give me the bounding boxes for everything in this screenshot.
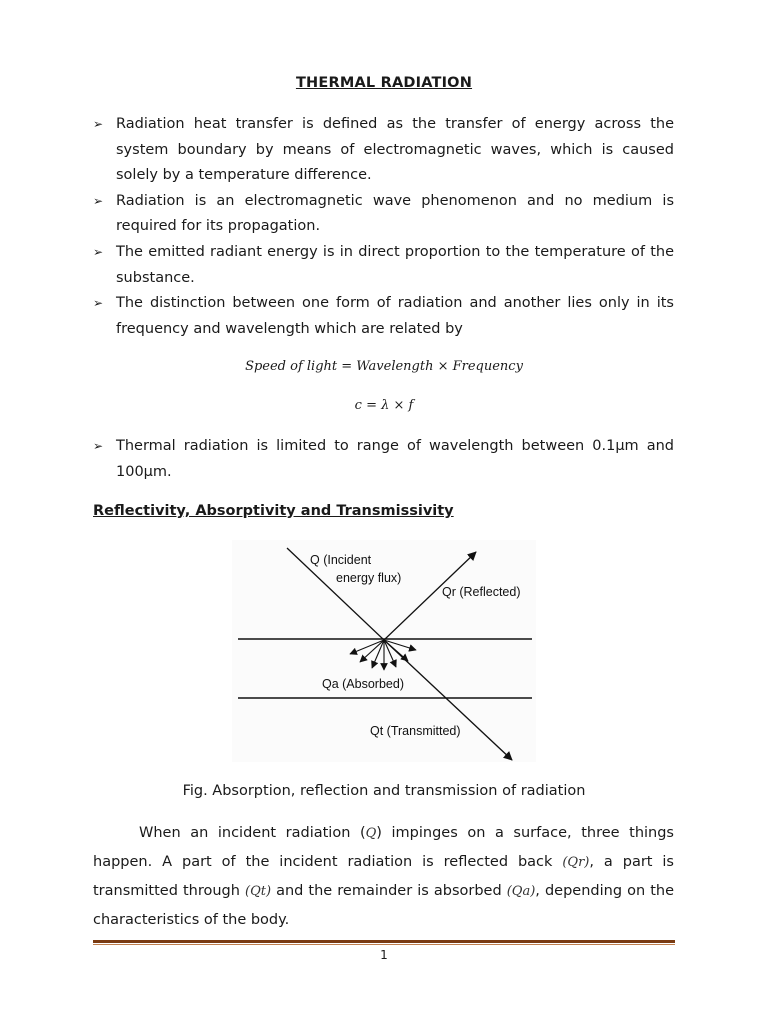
footer-divider xyxy=(93,940,675,943)
arrow-bullet-icon: ➢ xyxy=(93,296,104,311)
incident-label-2: energy flux) xyxy=(336,571,402,585)
list-item xyxy=(93,291,674,342)
arrow-bullet-icon: ➢ xyxy=(93,193,104,208)
absorbed-arrow xyxy=(384,640,396,667)
symbol-q: Q xyxy=(365,826,377,841)
absorbed-label: Qa (Absorbed) xyxy=(322,677,404,691)
reflected-label: Qr (Reflected) xyxy=(442,585,521,599)
list-item xyxy=(93,189,674,240)
figure-caption: Fig. Absorption, reflection and transmission of radiation xyxy=(182,783,586,799)
bullet-list-2 xyxy=(93,434,674,485)
bullet-text: The emitted radiant energy is in direct proportion to the temperature of the substance. xyxy=(116,243,674,286)
list-item xyxy=(93,240,674,291)
radiation-figure xyxy=(232,540,536,762)
bullet-list xyxy=(93,112,674,342)
formula-symbols: c = λ × f xyxy=(354,398,414,413)
paragraph-text: , a part is transmitted through xyxy=(93,854,674,899)
transmitted-label: Qt (Transmitted) xyxy=(370,724,461,738)
arrow-bullet-icon: ➢ xyxy=(93,244,104,259)
page-number: 1 xyxy=(380,948,388,962)
page-title: THERMAL RADIATION xyxy=(295,75,473,91)
radiation-diagram xyxy=(232,540,536,762)
arrow-bullet-icon: ➢ xyxy=(93,439,104,453)
transmitted-ray xyxy=(384,640,512,760)
bullet-text: Thermal radiation is limited to range of wavelength between 0.1μm and 100μm. xyxy=(116,438,674,480)
paragraph-text: ) impinges on a surface, three things happen. A part of the incident radiation is reflected back xyxy=(93,825,674,870)
incident-label: Q (Incident xyxy=(310,553,372,567)
bullet-text: Radiation heat transfer is defined as the transfer of energy across the system boundary by means of electromagnetic waves, which is caused solely by a temperature difference. xyxy=(116,116,674,184)
absorbed-arrow xyxy=(384,640,408,661)
footer-divider-thin xyxy=(93,944,675,945)
paragraph-text: , depending on the characteristics of the body. xyxy=(93,883,674,928)
section-heading: Reflectivity, Absorptivity and Transmissivity xyxy=(93,503,454,519)
body-paragraph xyxy=(93,819,674,934)
formula-words: Speed of light = Wavelength × Frequency xyxy=(245,359,523,374)
arrow-bullet-icon: ➢ xyxy=(93,117,104,131)
list-item xyxy=(93,434,674,485)
list-item xyxy=(93,112,674,189)
absorbed-arrow xyxy=(360,640,384,662)
bullet-text: Radiation is an electromagnetic wave phenomenon and no medium is required for its propagation. xyxy=(116,192,674,235)
bullet-text: The distinction between one form of radiation and another lies only in its frequency and wavelength which are related by xyxy=(116,295,674,337)
paragraph-text: and the remainder is absorbed xyxy=(271,883,507,899)
symbol-qa: (Qa) xyxy=(506,884,536,899)
paragraph-text: When an incident radiation ( xyxy=(139,825,366,841)
symbol-qr: (Qr) xyxy=(562,855,590,870)
symbol-qt: (Qt) xyxy=(245,884,272,899)
